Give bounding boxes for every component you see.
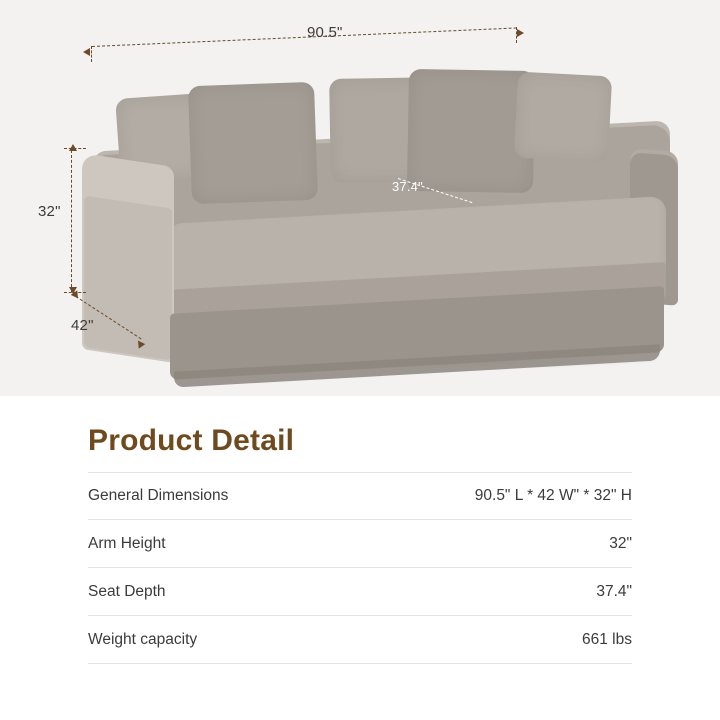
width-dimension-label: 90.5" <box>307 24 343 41</box>
sofa-left-arm-face <box>84 195 172 360</box>
width-arrow-right <box>517 29 524 37</box>
width-tick-left <box>91 46 92 62</box>
spec-label: Weight capacity <box>88 630 198 648</box>
table-row <box>88 472 632 520</box>
spec-value: 37.4" <box>596 582 632 600</box>
spec-label: Arm Height <box>88 534 166 552</box>
table-row <box>88 568 632 616</box>
width-arrow-left <box>83 48 90 56</box>
spec-label: Seat Depth <box>88 582 166 600</box>
throw-pillow <box>514 72 612 163</box>
product-detail-section <box>0 396 720 720</box>
height-dimension-label: 32" <box>38 203 61 220</box>
spec-value: 32" <box>609 534 632 552</box>
specification-table <box>88 472 632 664</box>
height-arrow-top <box>69 144 77 151</box>
spec-value: 90.5" L * 42 W" * 32" H <box>474 487 632 504</box>
spec-label: General Dimensions <box>88 487 229 504</box>
width-dimension-line <box>92 27 517 47</box>
table-row <box>88 616 632 664</box>
height-dimension-line <box>71 150 72 292</box>
sofa-illustration <box>78 62 678 362</box>
depth-dimension-label: 42" <box>71 317 94 334</box>
seat-depth-dimension-label: 37.4" <box>392 179 423 194</box>
page-title: Product Detail <box>88 424 295 457</box>
throw-pillow <box>188 82 318 204</box>
table-row <box>88 520 632 568</box>
spec-value: 661 lbs <box>582 630 632 648</box>
